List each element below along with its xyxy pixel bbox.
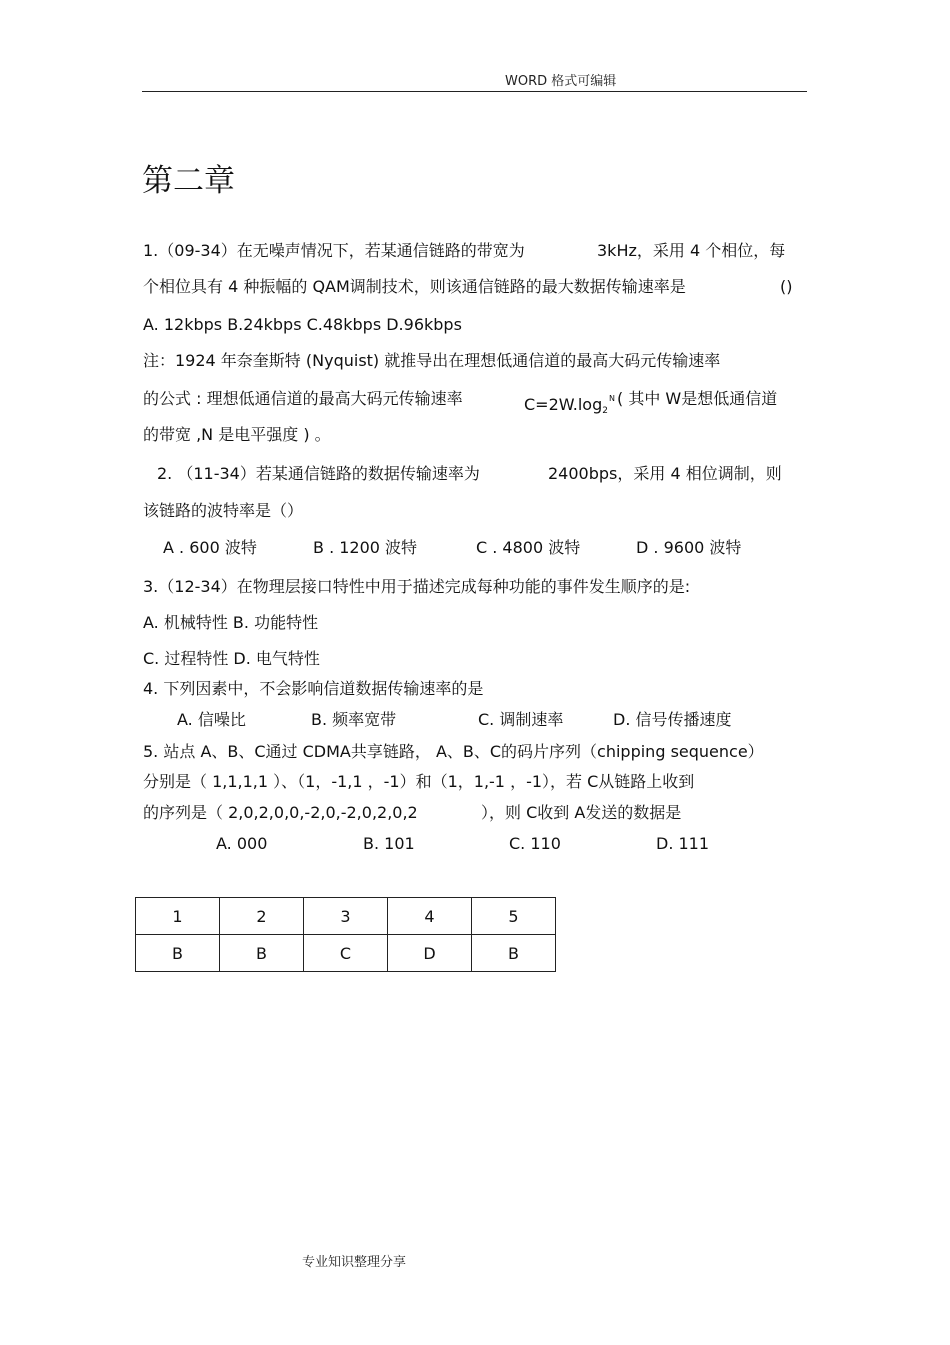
table-cell-number: 4: [388, 898, 472, 935]
q4-line1: 4. 下列因素中，不会影响信道数据传输速率的是: [143, 679, 484, 698]
page-footer: 专业知识整理分享: [302, 1255, 407, 1270]
table-cell-number: 3: [304, 898, 388, 935]
q2-line1a: 2. （11-34）若某通信链路的数据传输速率为: [157, 464, 480, 483]
q1-formula: [524, 389, 615, 421]
q2-option-d: D . 9600 波特: [636, 538, 742, 557]
table-cell-number: 5: [472, 898, 556, 935]
q1-note-line3: 的带宽 ,N 是电平强度 ) 。: [143, 425, 331, 444]
table-cell-answer: C: [304, 935, 388, 972]
q1-line2a: 个相位具有 4 种振幅的 QAM调制技术，则该通信链路的最大数据传输速率是: [143, 277, 686, 296]
q4-option-c: C. 调制速率: [478, 710, 564, 729]
q5-option-a: A. 000: [216, 834, 268, 853]
q5-option-b: B. 101: [363, 834, 415, 853]
chapter-title: 第二章: [142, 163, 235, 199]
q1-options: A. 12kbps B.24kbps C.48kbps D.96kbps: [143, 315, 462, 334]
q5-line2: 分别是（ 1,1,1,1 ）、（1，-1,1 ，-1）和（1，1,-1 ，-1），若 C从链路上收到: [143, 772, 695, 791]
q5-line1: 5. 站点 A、B、C通过 CDMA共享链路， A、B、C的码片序列（chipping sequence）: [143, 742, 764, 761]
q3-options-1: A. 机械特性 B. 功能特性: [143, 613, 319, 632]
q4-option-d: D. 信号传播速度: [613, 710, 732, 729]
formula-superscript: N: [608, 394, 615, 403]
q5-line3b: ），则 C收到 A发送的数据是: [481, 803, 682, 822]
page-header: WORD 格式可编辑: [505, 74, 617, 89]
q5-option-d: D. 111: [656, 834, 710, 853]
table-cell-answer: D: [388, 935, 472, 972]
answer-table-header-row: [136, 898, 556, 935]
q4-option-b: B. 频率宽带: [311, 710, 397, 729]
q1-line1a: 1.（09-34）在无噪声情况下，若某通信链路的带宽为: [143, 241, 525, 260]
q1-line1b: 3kHz，采用 4 个相位，每: [597, 241, 786, 260]
q1-note-line1: 注：1924 年奈奎斯特 (Nyquist) 就推导出在理想低通信道的最高大码元传输速率: [143, 351, 721, 370]
q2-line1b: 2400bps，采用 4 相位调制，则: [548, 464, 782, 483]
table-cell-number: 1: [136, 898, 220, 935]
table-cell-answer: B: [136, 935, 220, 972]
table-cell-answer: B: [472, 935, 556, 972]
q4-option-a: A. 信噪比: [177, 710, 246, 729]
formula-subscript: 2: [602, 406, 608, 416]
q3-line1: 3.（12-34）在物理层接口特性中用于描述完成每种功能的事件发生顺序的是:: [143, 577, 691, 596]
q2-option-a: A . 600 波特: [163, 538, 257, 557]
table-cell-number: 2: [220, 898, 304, 935]
q2-option-c: C . 4800 波特: [476, 538, 581, 557]
q5-line3a: 的序列是（ 2,0,2,0,0,-2,0,-2,0,2,0,2: [143, 803, 418, 822]
q5-option-c: C. 110: [509, 834, 561, 853]
q2-option-b: B . 1200 波特: [313, 538, 418, 557]
table-cell-answer: B: [220, 935, 304, 972]
q1-line2b: (): [780, 277, 793, 296]
formula-text: C=2W.log: [524, 395, 603, 414]
answer-table: [135, 897, 556, 972]
q3-options-2: C. 过程特性 D. 电气特性: [143, 649, 320, 668]
q1-note-line2a: 的公式 : 理想低通信道的最高大码元传输速率: [143, 389, 463, 408]
answer-table-answer-row: [136, 935, 556, 972]
header-divider: [142, 91, 807, 92]
q2-line2: 该链路的波特率是（）: [143, 501, 304, 520]
q1-note-line2c: ( 其中 W是想低通信道: [617, 389, 778, 408]
